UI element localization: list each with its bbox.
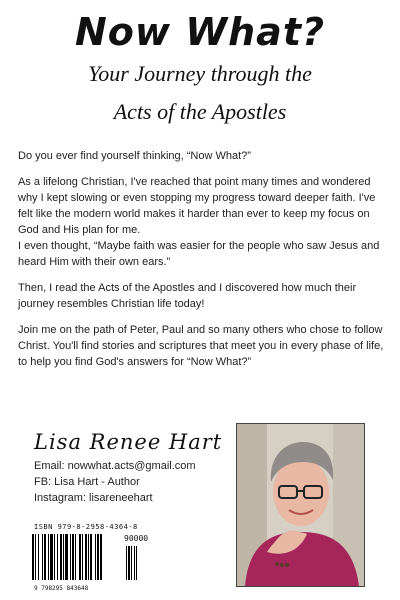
price-code: 90000 bbox=[124, 534, 149, 543]
blurb-paragraph-3: I even thought, “Maybe faith was easier for the people who saw Jesus and heard Him with their own ears.” bbox=[18, 240, 380, 268]
subtitle-line-2: Acts of the Apostles bbox=[113, 99, 287, 124]
blurb bbox=[18, 148, 386, 378]
book-title: Now What? bbox=[74, 10, 326, 54]
blurb-paragraph-5: Join me on the path of Peter, Paul and so many others who chose to follow Christ. You'll find stories and scriptures that meet you in every phase of life, to help you find God's answers for “Now What?” bbox=[18, 324, 384, 368]
blurb-paragraph-4: Then, I read the Acts of the Apostles and I discovered how much their journey resembles Christian life today! bbox=[18, 282, 357, 310]
author-facebook: FB: Lisa Hart - Author bbox=[34, 476, 140, 488]
subtitle-line-1: Your Journey through the bbox=[88, 61, 312, 86]
author-name: Lisa Renee Hart bbox=[34, 430, 223, 454]
author-portrait-image bbox=[237, 424, 364, 586]
author-instagram: Instagram: lisareneehart bbox=[34, 492, 153, 504]
isbn-label: ISBN 979-8-2958-4364-8 bbox=[34, 523, 138, 531]
blurb-paragraph-2: As a lifelong Christian, I've reached that point many times and wondered why I kept slowing or even stopping my progress toward deeper faith. I've felt like the modern world makes it harder than ever to keep my focus on God and His plan for me. bbox=[18, 176, 376, 236]
author-photo bbox=[236, 423, 365, 587]
author-email: Email: nowwhat.acts@gmail.com bbox=[34, 460, 196, 472]
blurb-paragraph-1: Do you ever find yourself thinking, “Now What?” bbox=[18, 150, 251, 162]
barcode-number: 9 798295 843648 bbox=[34, 585, 89, 592]
